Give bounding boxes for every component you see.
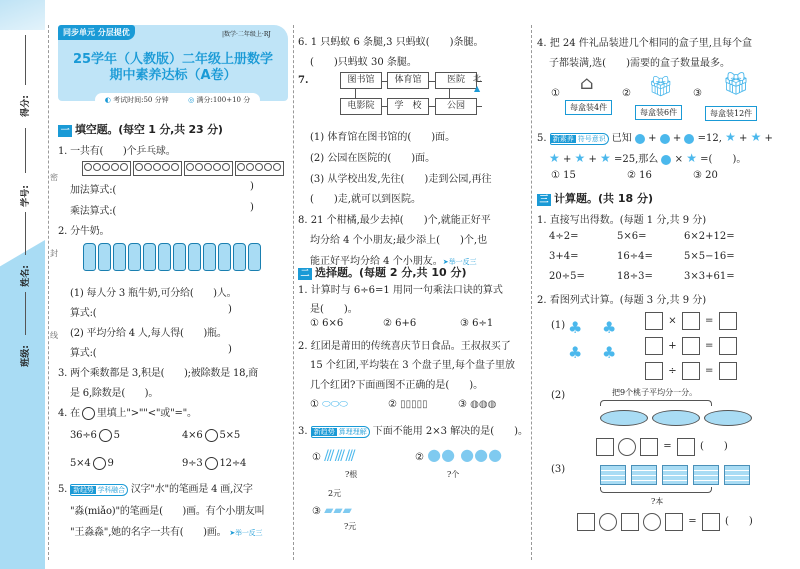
answer-circle[interactable] <box>99 429 112 442</box>
field-line <box>25 212 26 255</box>
field-line <box>25 128 26 173</box>
plate-drawing-icon: ⬭⬭⬭ <box>322 399 348 410</box>
circle-icon <box>82 407 95 420</box>
circle-symbol-icon <box>660 134 670 144</box>
answer-box[interactable] <box>645 362 663 380</box>
c4-label: 每盒装6件 <box>635 105 682 120</box>
c5-text-cont: ★ + ★ + ★ =25,那么 × ★ =( )。 <box>549 151 747 165</box>
field-line <box>25 35 26 85</box>
answer-box[interactable] <box>640 438 658 456</box>
plate-drawing-icon: ◍◍◍ <box>470 399 497 410</box>
answer-box[interactable] <box>682 312 700 330</box>
answer-box[interactable] <box>665 513 683 531</box>
student-id-field-label: 学号: <box>21 185 31 207</box>
seal-char: 线 <box>50 331 58 340</box>
c3-option-balloons[interactable]: ② ●● ●●● <box>415 445 503 464</box>
cherry-icon: ♣ <box>602 343 617 362</box>
compare-item: 36÷6 5 <box>70 430 120 441</box>
q6-text: 6. 1 只蚂蚁 6 条腿,3 只蚂蚁( )条腿。 <box>298 37 484 48</box>
c2-text-end: 几个红团?下面画图不正确的是( )。 <box>310 380 484 391</box>
operator-circle[interactable] <box>599 513 617 531</box>
calc-item: 3+4= <box>549 251 579 262</box>
answer-circle[interactable] <box>93 457 106 470</box>
name-field-label: 姓名: <box>21 265 31 287</box>
c3-option-books[interactable]: ③ ▰▰▰ <box>312 503 352 517</box>
answer-circle[interactable] <box>205 429 218 442</box>
c1-option[interactable]: ① 6×6 <box>310 318 344 329</box>
q3-text: 3. 两个乘数都是 3,积是( );被除数是 18,商 <box>58 368 259 379</box>
c1-text: 1. 计算时与 6÷6=1 用同一句乘法口诀的算式 <box>298 285 503 296</box>
q1-text: 1. 一共有( )个乒乓球。 <box>58 146 176 157</box>
compare-item: 4×6 5×5 <box>182 430 241 441</box>
star-icon: ★ <box>600 151 611 165</box>
q4-text: 4. 在 里填上">""<"或"="。 <box>58 408 197 419</box>
c1-text-cont: 是( )。 <box>310 304 358 315</box>
notebooks-icon: ▰▰▰ <box>324 503 352 517</box>
c5-option[interactable]: ② 16 <box>627 170 652 181</box>
q2-1-formula: 算式:( <box>70 308 97 319</box>
exam-info <box>95 93 260 107</box>
column-divider <box>293 25 294 560</box>
q7-3-cont: ( )走,就可以到医院。 <box>310 194 421 205</box>
subject-label: |数学·二年级上·RJ <box>222 31 271 38</box>
c1-option[interactable]: ② 6+6 <box>383 318 417 329</box>
paren: ) <box>250 181 254 192</box>
q7-2: (2) 公园在医院的( )面。 <box>310 153 436 164</box>
score-icon: ◎ <box>188 96 195 104</box>
more-practice-link[interactable]: ➤举一反三 <box>442 258 477 266</box>
peach-label: 把9个桃子平均分一分。 <box>612 388 698 397</box>
more-practice-link[interactable]: ➤举一反三 <box>229 529 263 537</box>
calc-item: 16÷4= <box>617 251 653 262</box>
exam-time: 考试时间:50 分钟 <box>113 96 169 104</box>
map-school: 学 校 <box>387 98 429 115</box>
q2-text: 2. 分牛奶。 <box>58 226 110 237</box>
answer-box[interactable] <box>702 513 720 531</box>
score-field-label: 得分: <box>21 95 31 117</box>
c3-option-sticks[interactable]: ① /// /// /// <box>312 448 354 464</box>
c4-text-cont: 子都装满,选( )需要的盒子数量最多。 <box>549 58 730 69</box>
class-field-label: 班级: <box>21 345 31 367</box>
star-icon: ★ <box>725 130 736 144</box>
clock-icon: ◐ <box>104 96 111 104</box>
q7-1: (1) 体育馆在图书馆的( )面。 <box>310 132 456 143</box>
star-icon: ★ <box>549 151 560 165</box>
q3-text-cont: 是 6,除数是( )。 <box>70 388 159 399</box>
c3-label: 2元 <box>328 489 342 498</box>
milk-bottles <box>83 243 263 274</box>
c3-label: ?根 <box>345 470 358 479</box>
c2-text-cont: 15 个红团,平均装在 3 个盘子里,每个盘子里放 <box>310 360 515 371</box>
star-icon: ★ <box>574 151 586 165</box>
star-icon: ★ <box>750 130 762 144</box>
answer-box[interactable] <box>645 312 663 330</box>
books-label: ?本 <box>651 497 664 506</box>
series-tag: 同步单元 分层提优 <box>58 25 135 40</box>
q8-text-cont: 均分给 4 个小朋友;最少添上( )个,也 <box>310 235 488 246</box>
operator-circle[interactable] <box>643 513 661 531</box>
calc-q2: 2. 看图列式计算。(每题 3 分,共 9 分) <box>537 295 707 306</box>
brace <box>600 487 712 493</box>
c5-option[interactable]: ① 15 <box>551 170 576 181</box>
section-fill-in: 一 填空题。(每空 1 分,共 23 分) <box>58 121 223 137</box>
circle-symbol-icon <box>635 134 645 144</box>
equation-row: + = <box>643 337 739 355</box>
north-arrow-icon: ▲ <box>474 84 481 93</box>
c3-label: ?个 <box>447 470 460 479</box>
map-library: 图书馆 <box>340 72 382 89</box>
operator-circle[interactable] <box>618 438 636 456</box>
q2-1: (1) 每人分 3 瓶牛奶,可分给( )人。 <box>70 288 237 299</box>
ping-pong-balls <box>82 161 286 176</box>
plate-drawing-icon: ▯▯▯▯▯ <box>400 399 428 410</box>
gift-icon: 🎁︎ <box>722 72 750 97</box>
answer-box[interactable] <box>677 438 695 456</box>
star-icon: ★ <box>686 151 697 165</box>
q5-text-end: "王淼淼",她的名字一共有( )画。 ➤举一反三 <box>70 527 263 538</box>
q8-text: 8. 21 个柑橘,最少去掉( )个,就能正好平 <box>298 215 491 226</box>
c3-text: 3. 新趋势 算理理解 下面不能用 2×3 解决的是( )。 <box>298 426 528 437</box>
paren: ) <box>228 304 232 315</box>
c3-label: ?元 <box>344 522 357 531</box>
calc-item: 18÷3= <box>617 271 653 282</box>
calc-item: 6×2+12= <box>684 231 735 242</box>
answer-box[interactable] <box>596 438 614 456</box>
cherry-icon: ♣ <box>602 318 617 337</box>
paren: ) <box>228 344 232 355</box>
map-hospital: 医院 <box>435 72 477 89</box>
answer-box[interactable] <box>645 337 663 355</box>
q8-text-end: 能正好平均分给 4 个小朋友。➤举一反三 <box>310 256 477 267</box>
c4-option[interactable]: ② <box>622 88 631 99</box>
cherry-icon: ♣ <box>568 343 583 362</box>
balloons-icon: ●● ●●● <box>427 445 503 464</box>
q5-text: 5. 新趋势 学科融合 汉字"水"的笔画是 4 画,汉字 <box>58 484 253 495</box>
equation-row: = ( ) <box>575 512 753 531</box>
c4-text: 4. 把 24 件礼品装进几个相同的盒子里,且每个盒 <box>537 38 752 49</box>
section-calc: 三 计算题。(共 18 分) <box>537 190 653 206</box>
compare-item: 5×4 9 <box>70 458 114 469</box>
map-park: 公园 <box>435 98 477 115</box>
c2-option[interactable]: ③ ◍◍◍ <box>458 399 497 410</box>
calc-item: 4÷2= <box>549 231 579 242</box>
exam-subtitle: 期中素养达标（A卷） <box>109 68 237 83</box>
c4-label: 每盒装4件 <box>565 100 612 115</box>
box-icon: ⌂ <box>580 73 594 94</box>
binding-dashed-line <box>48 25 49 560</box>
answer-box[interactable] <box>577 513 595 531</box>
plates <box>600 410 756 429</box>
cherry-icon: ♣ <box>568 318 583 337</box>
map-gym: 体育馆 <box>387 72 429 89</box>
calc-item: 5×5−16= <box>684 251 735 262</box>
answer-box[interactable] <box>682 362 700 380</box>
map-cinema: 电影院 <box>340 98 382 115</box>
c1-option[interactable]: ③ 6÷1 <box>460 318 494 329</box>
section-choice: 二 选择题。(每题 2 分,共 10 分) <box>298 264 467 280</box>
c2-text: 2. 红团是莆田的传统喜庆节日食品。王叔叔买了 <box>298 341 511 352</box>
q7-num: 7. <box>298 75 309 86</box>
exam-title: 25学年（人教版）二年级上册数学 <box>72 52 274 67</box>
calc-item: 5×6= <box>617 231 647 242</box>
equation-row: ÷ = <box>643 362 739 380</box>
q2-2: (2) 平均分给 4 人,每人得( )瓶。 <box>70 328 227 339</box>
answer-box[interactable] <box>682 337 700 355</box>
field-line <box>25 292 26 335</box>
c5-text: 5. 新素养 符号意识 已知 + + =12, ★ + ★ + <box>537 130 773 144</box>
gift-icon: 🎁︎ <box>648 74 674 98</box>
c4-option[interactable]: ① <box>551 88 560 99</box>
c2-option[interactable]: ② ▯▯▯▯▯ <box>388 399 428 410</box>
part-3-label: (3) <box>551 464 566 475</box>
c4-option[interactable]: ③ <box>693 88 702 99</box>
answer-circle[interactable] <box>205 457 218 470</box>
c4-label: 每盒装12件 <box>705 106 757 121</box>
q7-3: (3) 从学校出发,先往( )走到公园,再往 <box>310 174 492 185</box>
c5-option[interactable]: ③ 20 <box>693 170 718 181</box>
calc-item: 20÷5= <box>549 271 585 282</box>
q5-text-cont: "淼(miǎo)"的笔画是( )画。有个小朋友叫 <box>70 506 265 517</box>
answer-box[interactable] <box>719 337 737 355</box>
compare-item: 9÷3 12÷4 <box>182 458 247 469</box>
q2-2-formula: 算式:( <box>70 348 97 359</box>
paren: ) <box>250 202 254 213</box>
answer-box[interactable] <box>621 513 639 531</box>
column-divider <box>531 25 532 560</box>
answer-box[interactable] <box>719 312 737 330</box>
equation-row: = ( ) <box>594 437 728 456</box>
q6-text-cont: ( )只蚂蚁 30 条腿。 <box>310 57 417 68</box>
calc-item: 3×3+61= <box>684 271 735 282</box>
sticks-icon: /// /// /// <box>324 448 354 464</box>
q1-addition: 加法算式:( <box>70 185 117 196</box>
exam-score: 满分:100+10 分 <box>196 96 251 104</box>
brace <box>600 400 712 406</box>
equation-row: × = <box>643 312 739 330</box>
q1-multiplication: 乘法算式:( <box>70 206 117 217</box>
answer-box[interactable] <box>719 362 737 380</box>
circle-symbol-icon <box>661 155 671 165</box>
part-2-label: (2) <box>551 390 566 401</box>
book-stacks <box>600 465 755 488</box>
calc-q1: 1. 直接写出得数。(每题 1 分,共 9 分) <box>537 215 707 226</box>
north-label: 北 <box>473 74 481 83</box>
seal-char: 封 <box>50 249 58 258</box>
circle-symbol-icon <box>684 134 694 144</box>
part-1-label: (1) <box>551 320 566 331</box>
seal-char: 密 <box>50 173 58 182</box>
c2-option[interactable]: ① ⬭⬭⬭ <box>310 399 348 410</box>
